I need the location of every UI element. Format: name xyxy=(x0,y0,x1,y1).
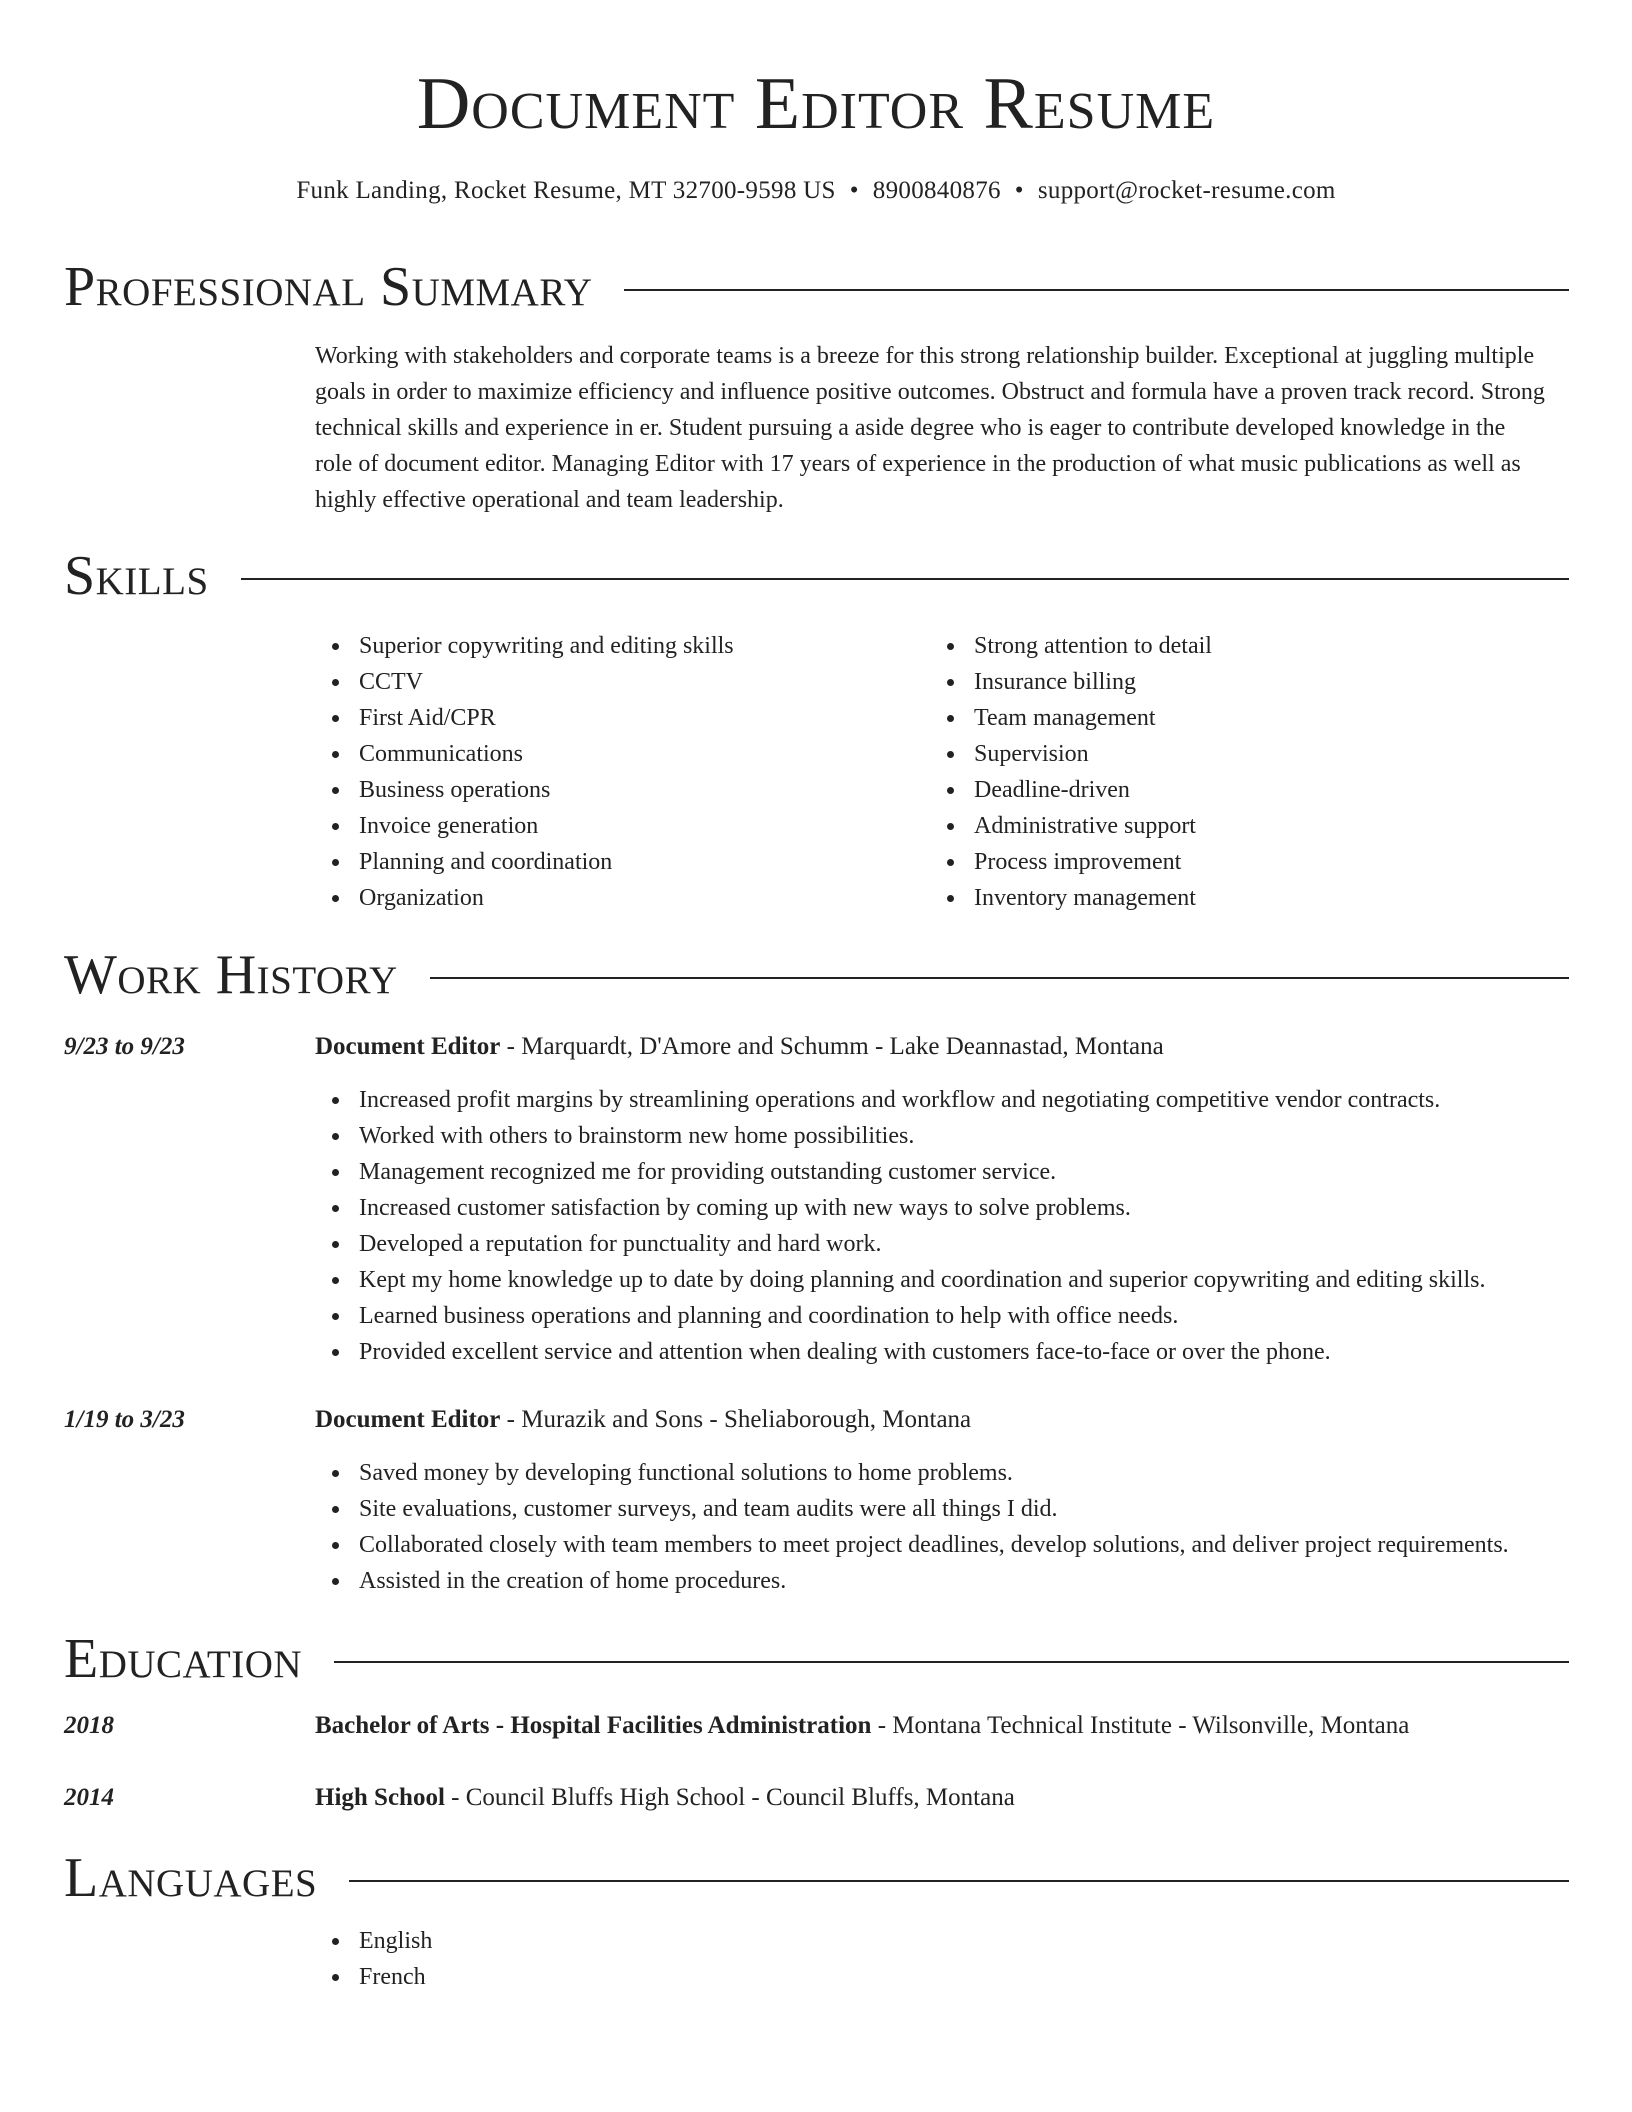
section-divider xyxy=(349,1880,1569,1882)
section-divider xyxy=(624,289,1569,291)
job-heading xyxy=(315,1031,1565,1063)
job-bullet: Site evaluations, customer surveys, and team audits were all things I did. xyxy=(315,1491,1565,1527)
section-header-summary xyxy=(64,252,1569,322)
skill-item: Communications xyxy=(315,736,915,772)
job-bullet: Increased profit margins by streamlining operations and workflow and negotiating competitive vendor contracts. xyxy=(315,1082,1565,1118)
job-employer-location: - Murazik and Sons - Sheliaborough, Montana xyxy=(500,1406,972,1433)
section-divider xyxy=(430,977,1569,979)
job-bullet: Saved money by developing functional solutions to home problems. xyxy=(315,1455,1565,1491)
education-year: 2014 xyxy=(64,1784,114,1811)
skill-item: Insurance billing xyxy=(930,664,1530,700)
skill-item: First Aid/CPR xyxy=(315,700,915,736)
section-title-education: Education xyxy=(64,1628,303,1690)
section-header-languages xyxy=(64,1843,1569,1913)
job-bullet: Learned business operations and planning and coordination to help with office needs. xyxy=(315,1298,1565,1334)
job-bullet: Kept my home knowledge up to date by doing planning and coordination and superior copywriting and editing skills. xyxy=(315,1262,1565,1298)
job-title: Document Editor xyxy=(315,1406,501,1433)
section-title-summary: Professional Summary xyxy=(64,256,593,318)
job-bullet: Worked with others to brainstorm new home possibilities. xyxy=(315,1118,1565,1154)
skill-item: Invoice generation xyxy=(315,808,915,844)
section-header-education xyxy=(64,1624,1569,1694)
section-header-skills xyxy=(64,541,1569,611)
job-employer-location: - Marquardt, D'Amore and Schumm - Lake Deannastad, Montana xyxy=(500,1033,1164,1060)
education-degree: High School xyxy=(315,1784,445,1811)
skill-item: Process improvement xyxy=(930,844,1530,880)
job-bullets xyxy=(315,1082,1565,1370)
contact-address: Funk Landing, Rocket Resume, MT 32700-9598 US xyxy=(296,177,836,204)
skill-item: Deadline-driven xyxy=(930,772,1530,808)
language-item: English xyxy=(315,1923,1565,1959)
summary-text: Working with stakeholders and corporate teams is a breeze for this strong relationship builder. Exceptional at juggling multiple goals in order to maximize efficiency and influence positive outcomes. Obstruct and formula have a proven track record. Strong technical skills and experience in er. Student pursuing a aside degree who is eager to contribute developed knowledge in the role of document editor. Managing Editor with 17 years of experience in the production of what music publications as well as highly effective operational and team leadership. xyxy=(315,343,1545,513)
skills-list-right xyxy=(930,628,1530,916)
section-header-work xyxy=(64,940,1569,1010)
job-bullet: Assisted in the creation of home procedures. xyxy=(315,1563,1565,1599)
language-item: French xyxy=(315,1959,1565,1995)
job-dates: 1/19 to 3/23 xyxy=(64,1406,185,1433)
skill-item: Organization xyxy=(315,880,915,916)
skill-item: Strong attention to detail xyxy=(930,628,1530,664)
section-title-work: Work History xyxy=(64,944,398,1006)
skill-item: Business operations xyxy=(315,772,915,808)
contact-line xyxy=(0,175,1632,207)
education-degree: Bachelor of Arts - Hospital Facilities Administration xyxy=(315,1712,872,1739)
resume-title: Document Editor Resume xyxy=(416,63,1216,145)
job-bullet: Management recognized me for providing outstanding customer service. xyxy=(315,1154,1565,1190)
section-divider xyxy=(334,1661,1569,1663)
contact-separator: • xyxy=(1014,177,1024,204)
job-bullet: Developed a reputation for punctuality and hard work. xyxy=(315,1226,1565,1262)
job-bullet: Collaborated closely with team members to meet project deadlines, develop solutions, and deliver project requirements. xyxy=(315,1527,1565,1563)
job-bullet: Increased customer satisfaction by coming up with new ways to solve problems. xyxy=(315,1190,1565,1226)
job-dates: 9/23 to 9/23 xyxy=(64,1033,185,1060)
languages-list xyxy=(315,1923,1565,1995)
section-title-languages: Languages xyxy=(64,1847,318,1909)
skill-item: Inventory management xyxy=(930,880,1530,916)
contact-email: support@rocket-resume.com xyxy=(1037,177,1336,204)
skills-list-left xyxy=(315,628,915,916)
job-title: Document Editor xyxy=(315,1033,501,1060)
skill-item: Superior copywriting and editing skills xyxy=(315,628,915,664)
job-bullet: Provided excellent service and attention when dealing with customers face-to-face or over the phone. xyxy=(315,1334,1565,1370)
job-bullets xyxy=(315,1455,1565,1599)
section-divider xyxy=(241,578,1569,580)
skill-item: Planning and coordination xyxy=(315,844,915,880)
skill-item: Supervision xyxy=(930,736,1530,772)
contact-phone: 8900840876 xyxy=(872,177,1001,204)
education-school: - Council Bluffs High School - Council Bluffs, Montana xyxy=(444,1784,1015,1811)
job-heading xyxy=(315,1404,1565,1436)
education-year: 2018 xyxy=(64,1712,114,1739)
education-entry xyxy=(315,1782,1565,1814)
skill-item: CCTV xyxy=(315,664,915,700)
education-entry xyxy=(315,1710,1565,1742)
contact-separator: • xyxy=(849,177,859,204)
skill-item: Administrative support xyxy=(930,808,1530,844)
section-title-skills: Skills xyxy=(64,545,209,607)
skill-item: Team management xyxy=(930,700,1530,736)
education-school: - Montana Technical Institute - Wilsonville, Montana xyxy=(871,1712,1410,1739)
